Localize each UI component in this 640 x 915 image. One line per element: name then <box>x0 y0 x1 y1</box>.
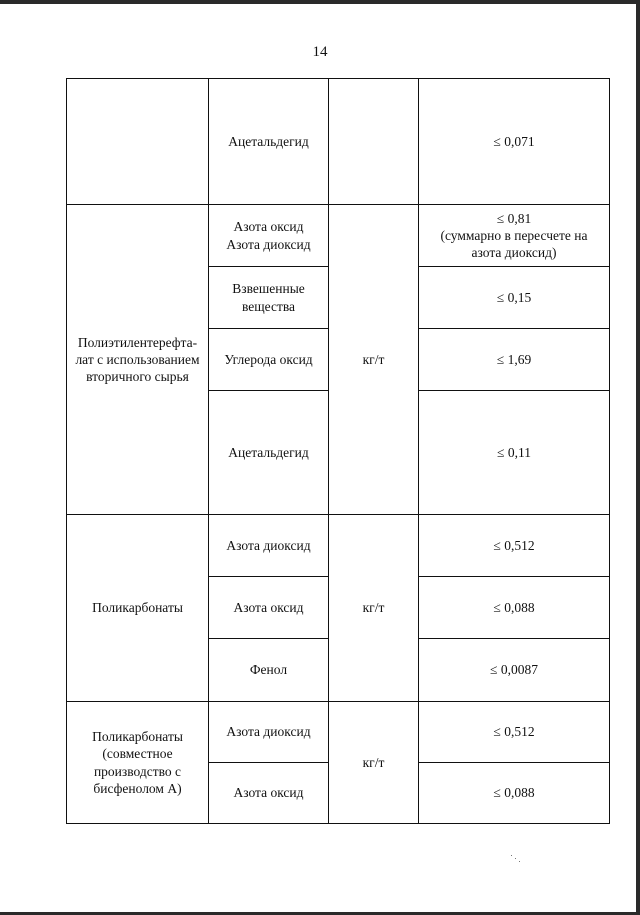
substance-label: Фенол <box>249 662 288 678</box>
page-number: 14 <box>312 44 328 60</box>
material-cell: Поликарбонаты (совместное производство с бисфенолом А) <box>66 701 209 824</box>
substance-label: Углерода оксид <box>224 351 313 367</box>
limit-value-cell <box>418 266 610 329</box>
limit-value: ≤ 0,0087 <box>490 662 538 678</box>
substance-cell <box>208 78 329 205</box>
substance-label: Ацетальдегид <box>228 444 309 460</box>
substance-cell <box>208 266 329 329</box>
material-cell: Полиэтилентерефта- лат с использованием вторичного сырья <box>66 204 209 515</box>
unit-cell: кг/т <box>328 514 419 702</box>
substance-cell <box>208 390 329 515</box>
emissions-table <box>66 78 610 824</box>
limit-value: ≤ 1,69 <box>496 351 532 367</box>
substance-cell <box>208 204 329 267</box>
substance-label: Азота оксид <box>233 599 304 615</box>
limit-value-cell <box>418 701 610 763</box>
scan-border-right <box>636 0 640 915</box>
material-cell <box>66 78 209 205</box>
limit-value-cell <box>418 204 610 267</box>
substance-cell <box>208 576 329 639</box>
limit-value-cell <box>418 638 610 702</box>
unit-cell <box>328 78 419 205</box>
limit-value: ≤ 0,512 <box>493 724 535 740</box>
substance-cell <box>208 514 329 577</box>
limit-value: ≤ 0,088 <box>493 599 535 615</box>
limit-value-cell <box>418 762 610 824</box>
substance-cell <box>208 701 329 763</box>
substance-cell <box>208 638 329 702</box>
limit-value: ≤ 0,15 <box>496 289 532 305</box>
substance-cell <box>208 328 329 391</box>
unit-cell: кг/т <box>328 701 419 824</box>
substance-label: Взвешенные вещества <box>232 281 305 314</box>
limit-value: ≤ 0,512 <box>493 537 535 553</box>
limit-value-cell <box>418 576 610 639</box>
scan-border-top <box>0 0 640 4</box>
substance-label: Азота диоксид <box>226 537 311 553</box>
scan-speckles <box>511 855 523 863</box>
limit-value: ≤ 0,071 <box>493 133 535 149</box>
limit-value: ≤ 0,11 <box>497 444 531 460</box>
limit-value-cell <box>418 514 610 577</box>
limit-value-cell <box>418 328 610 391</box>
limit-value-cell <box>418 390 610 515</box>
substance-label: Азота диоксид <box>226 724 311 740</box>
substance-cell <box>208 762 329 824</box>
limit-value: ≤ 0,81 (суммарно в пересчете на азота диоксид) <box>440 210 588 261</box>
unit-cell: кг/т <box>328 204 419 515</box>
limit-value: ≤ 0,088 <box>493 785 535 801</box>
substance-label: Азота оксид <box>233 785 304 801</box>
material-cell: Поликарбонаты <box>66 514 209 702</box>
limit-value-cell <box>418 78 610 205</box>
substance-label: Азота оксид Азота диоксид <box>226 219 311 252</box>
substance-label: Ацетальдегид <box>228 133 309 149</box>
